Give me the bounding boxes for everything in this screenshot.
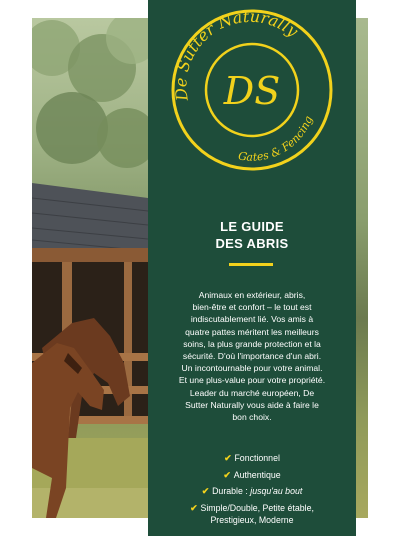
intro-line: sécurité. D'où l'importance d'un abri. [182,351,322,362]
feature-label: Authentique [233,469,281,480]
title-divider [229,263,273,266]
guide-title-line1: LE GUIDE [220,219,284,234]
intro-line: soins, la plus grande protection et la [183,338,321,349]
guide-title [148,218,356,252]
feature-item [160,452,344,465]
check-icon: ✔ [223,469,231,480]
intro-line: Un incontournable pour votre animal. [181,363,323,374]
intro-line: Et une plus-value pour votre propriété. [178,375,326,386]
feature-item [160,485,344,498]
intro-line: quatre pattes méritent les meilleurs [185,326,319,337]
feature-label: Simple/Double, Petite étable, [200,502,314,513]
intro-line: bon choix. [232,412,272,423]
intro-paragraph [162,289,342,423]
intro-line: Sutter Naturally vous aide à faire le [185,399,319,410]
logo-tagline-arc: Gates & Fencing [237,114,316,164]
feature-list [160,452,344,531]
horse-stable-illustration [32,18,148,518]
feature-item [160,502,344,527]
photo-strip-right [356,18,368,518]
intro-line: Animaux en extérieur, abris, [198,290,306,300]
intro-line: indiscutablement lié. Vos amis à [190,314,314,325]
intro-line: Leader du marché européen, De [189,387,315,398]
check-icon: ✔ [201,486,210,497]
feature-emphasis: jusqu'au bout [250,486,303,497]
feature-item [160,469,344,482]
feature-label-line2: Prestigieux, Moderne [210,515,294,526]
intro-line: bien-être et confort – le tout est [192,302,312,313]
logo-monogram: DS [223,69,281,113]
feature-label: Fonctionnel [234,453,280,463]
check-icon: ✔ [224,453,232,463]
de-sutter-logo [168,6,336,174]
guide-title-line2: DES ABRIS [215,236,289,251]
horse-stable-photo [32,18,148,518]
feature-label: Durable : [212,486,248,497]
logo-brand-arc: De Sutter Naturally [171,6,302,102]
check-icon: ✔ [190,502,198,513]
